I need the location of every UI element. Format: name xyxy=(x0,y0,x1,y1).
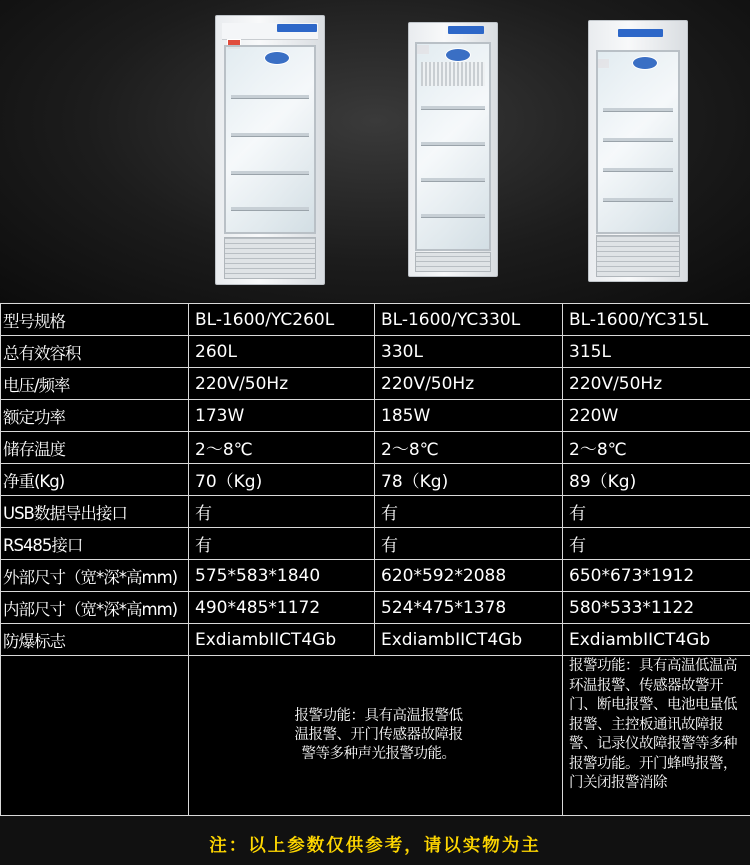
footer-note: 注：以上参数仅供参考，请以实物为主 xyxy=(209,836,541,856)
brand-logo-icon xyxy=(445,48,471,62)
spec-row xyxy=(1,400,750,432)
display-panel xyxy=(448,26,484,34)
spec-value-260: 2～8℃ xyxy=(189,432,375,464)
bottom-vent xyxy=(224,237,316,279)
alarm-function-mid: 报警功能：具有高温报警低温报警、开门传感器故障报警等多种声光报警功能。 xyxy=(294,708,463,762)
spec-label: 外部尺寸（宽*深*高mm) xyxy=(1,560,189,592)
spec-value-315: 220V/50Hz xyxy=(563,368,750,400)
spec-row xyxy=(1,432,750,464)
spec-value-260: 70（Kg) xyxy=(189,464,375,496)
spec-label: 电压/频率 xyxy=(1,368,189,400)
spec-label: 净重(Kg) xyxy=(1,464,189,496)
spec-row xyxy=(1,560,750,592)
shelf xyxy=(231,95,309,99)
shelf xyxy=(603,108,673,112)
spec-value-330: 620*592*2088 xyxy=(375,560,563,592)
spec-value-330: 185W xyxy=(375,400,563,432)
spec-value-260: 220V/50Hz xyxy=(189,368,375,400)
spec-value-260: 490*485*1172 xyxy=(189,592,375,624)
spec-value-330: 有 xyxy=(375,496,563,528)
shelf xyxy=(421,214,484,218)
bottom-vent xyxy=(596,235,680,277)
spec-value-260: BL-1600/YC260L xyxy=(189,304,375,336)
spec-row xyxy=(1,496,750,528)
bottom-vent xyxy=(415,252,491,272)
product-images xyxy=(0,0,750,302)
spec-row-desc xyxy=(1,656,750,816)
shelf xyxy=(603,168,673,172)
display-panel xyxy=(618,29,663,37)
spec-value-315: 有 xyxy=(563,496,750,528)
glass-door xyxy=(224,45,316,234)
upper-vent xyxy=(421,62,485,86)
shelf xyxy=(231,133,309,137)
spec-row xyxy=(1,592,750,624)
alarm-label-empty xyxy=(1,656,189,816)
spec-label: 内部尺寸（宽*深*高mm) xyxy=(1,592,189,624)
spec-value-315: BL-1600/YC315L xyxy=(563,304,750,336)
spec-row xyxy=(1,304,750,336)
spec-value-330: 524*475*1378 xyxy=(375,592,563,624)
spec-row xyxy=(1,464,750,496)
shelf xyxy=(231,171,309,175)
spec-label: 额定功率 xyxy=(1,400,189,432)
spec-value-260: ExdiambIICT4Gb xyxy=(189,624,375,656)
spec-label: RS485接口 xyxy=(1,528,189,560)
spec-value-315: 有 xyxy=(563,528,750,560)
glass-door xyxy=(596,50,680,234)
spec-value-260: 260L xyxy=(189,336,375,368)
alarm-function-right: 报警功能：具有高温低温高环温报警、传感器故警开门、断电报警、电池电量低报警、主控板通讯故障报警、记录仪故障报警等多种报警功能。开门蜂鸣报警，门关闭报警消除 xyxy=(569,658,737,791)
spec-value-315: 580*533*1122 xyxy=(563,592,750,624)
spec-label: 储存温度 xyxy=(1,432,189,464)
shelf xyxy=(421,106,484,110)
brand-logo-icon xyxy=(632,56,658,70)
spec-value-260: 有 xyxy=(189,496,375,528)
fridge-315-icon xyxy=(588,20,688,282)
shelf xyxy=(603,138,673,142)
display-panel xyxy=(277,24,317,32)
spec-value-330: BL-1600/YC330L xyxy=(375,304,563,336)
spec-value-315: 2～8℃ xyxy=(563,432,750,464)
spec-row xyxy=(1,336,750,368)
brand-logo-icon xyxy=(264,51,290,65)
spec-row xyxy=(1,368,750,400)
spec-value-330: 78（Kg) xyxy=(375,464,563,496)
spec-row xyxy=(1,528,750,560)
fridge-260-icon xyxy=(215,15,325,285)
spec-table-body xyxy=(1,304,750,816)
alarm-right-cell xyxy=(563,656,750,816)
alarm-mid-cell xyxy=(189,656,563,816)
fridge-330-icon xyxy=(408,22,498,277)
spec-label: 型号规格 xyxy=(1,304,189,336)
glass-door xyxy=(415,42,491,251)
spec-value-315: ExdiambIICT4Gb xyxy=(563,624,750,656)
spec-value-330: 有 xyxy=(375,528,563,560)
spec-label: USB数据导出接口 xyxy=(1,496,189,528)
shelf xyxy=(421,142,484,146)
spec-value-260: 173W xyxy=(189,400,375,432)
spec-value-315: 650*673*1912 xyxy=(563,560,750,592)
spec-value-260: 有 xyxy=(189,528,375,560)
spec-value-315: 89（Kg) xyxy=(563,464,750,496)
spec-row xyxy=(1,624,750,656)
spec-value-315: 315L xyxy=(563,336,750,368)
spec-value-330: 2～8℃ xyxy=(375,432,563,464)
spec-label: 防爆标志 xyxy=(1,624,189,656)
shelf xyxy=(603,198,673,202)
spec-table xyxy=(0,303,750,816)
spec-value-330: 220V/50Hz xyxy=(375,368,563,400)
spec-label: 总有效容积 xyxy=(1,336,189,368)
spec-value-330: ExdiambIICT4Gb xyxy=(375,624,563,656)
spec-value-260: 575*583*1840 xyxy=(189,560,375,592)
spec-value-315: 220W xyxy=(563,400,750,432)
spec-value-330: 330L xyxy=(375,336,563,368)
shelf xyxy=(421,178,484,182)
shelf xyxy=(231,207,309,211)
